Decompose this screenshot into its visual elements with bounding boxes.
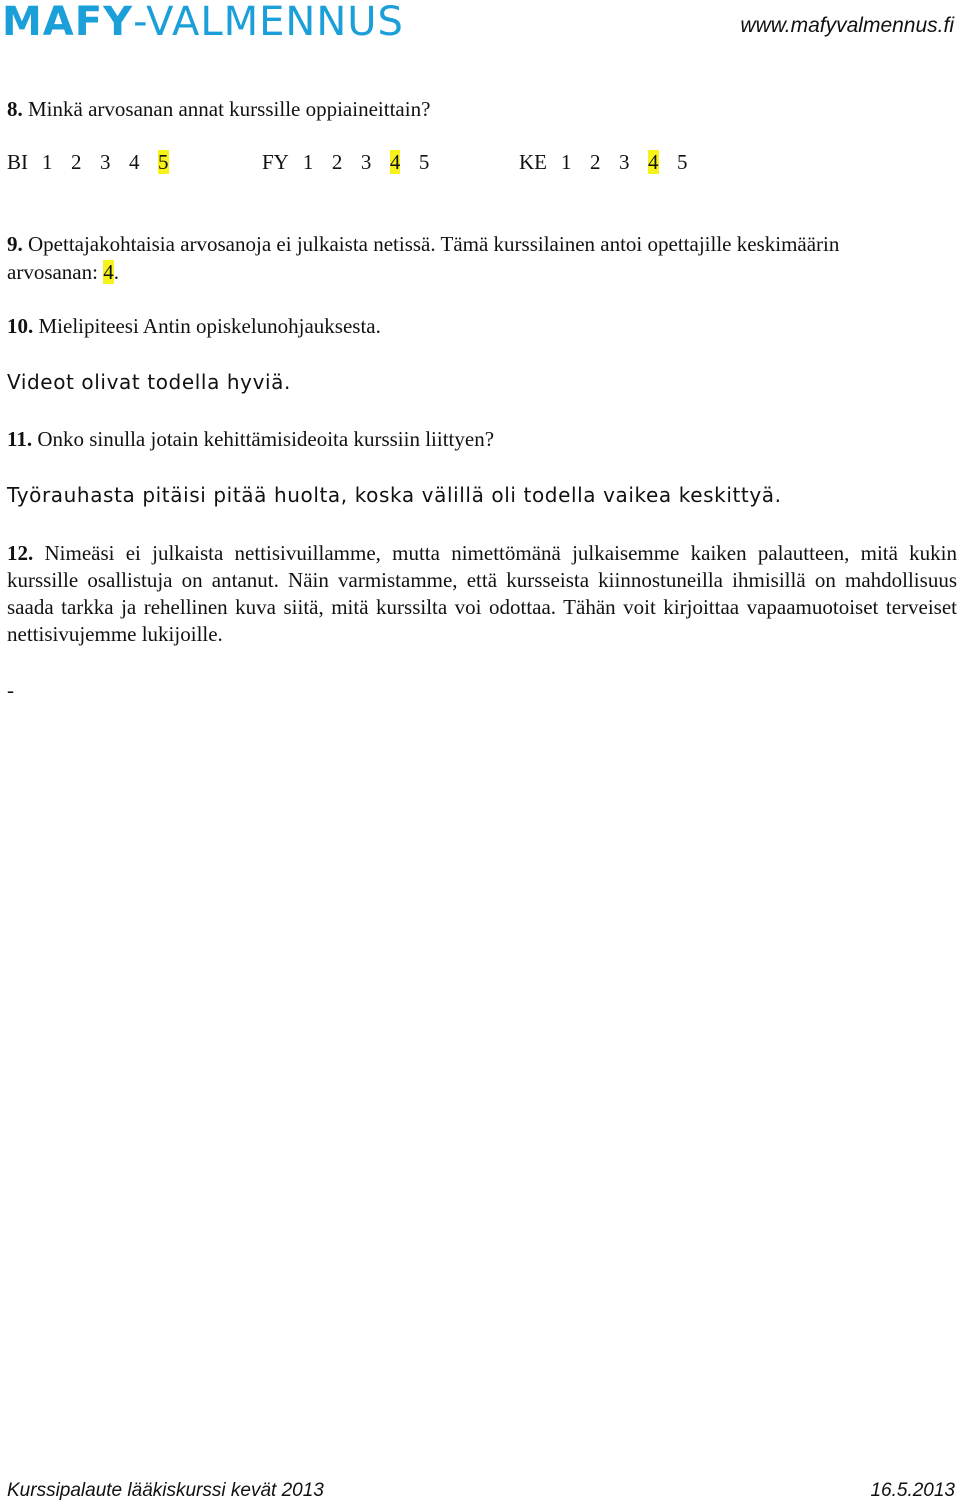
- grade-option: 1: [42, 150, 53, 174]
- question-9-number: 9.: [7, 232, 23, 256]
- footer-date: 16.5.2013: [870, 1480, 955, 1501]
- logo-bold-text: MAFY: [2, 0, 134, 45]
- question-11-text: Onko sinulla jotain kehittämisideoita kurssiin liittyen?: [37, 427, 495, 451]
- logo-light-text: -VALMENNUS: [133, 0, 404, 45]
- grade-option: 2: [71, 150, 82, 174]
- question-10-text: Mielipiteesi Antin opiskelunohjauksesta.: [38, 314, 381, 338]
- grade-option: 1: [302, 150, 314, 174]
- question-9-grade: 4: [103, 260, 114, 284]
- grade-option-selected: 4: [389, 150, 401, 174]
- question-11: [7, 426, 494, 453]
- subject-label: KE: [519, 150, 547, 174]
- grade-option: 3: [619, 150, 630, 174]
- grade-option: 4: [129, 150, 140, 174]
- question-12-answer: -: [7, 678, 14, 702]
- grade-group-bi: [7, 148, 187, 176]
- grade-option: 2: [331, 150, 343, 174]
- grade-option: 3: [100, 150, 111, 174]
- question-9: [7, 231, 839, 258]
- question-12-text: Nimeäsi ei julkaista nettisivuillamme, mutta nimettömänä julkaisemme kaiken palautteen, mitä kukin kurssille osallistuja on antanut. Näin varmistamme, että kursseista kiinnostuneilla ihmisillä on mahdollisuus saada tarkka ja rehellinen kuva siitä, mitä kurssilta voi odottaa. Tähän voit kirjoittaa vapaamuotoiset terveiset nettisivujemme lukijoille.: [7, 541, 958, 646]
- grade-group-ke: [519, 148, 706, 176]
- grade-option: 1: [561, 150, 572, 174]
- question-8: [7, 96, 430, 123]
- question-10-answer: Videot olivat todella hyviä.: [7, 370, 291, 394]
- question-8-number: 8.: [7, 97, 23, 121]
- grade-option-selected: 4: [648, 150, 659, 174]
- grade-option: 2: [590, 150, 601, 174]
- question-11-answer: Työrauhasta pitäisi pitää huolta, koska välillä oli todella vaikea keskittyä.: [7, 483, 782, 507]
- question-9-suffix: .: [113, 260, 119, 284]
- grade-option-selected: 5: [158, 150, 169, 174]
- grade-group-fy: [262, 148, 448, 176]
- site-url[interactable]: www.mafyvalmennus.fi: [740, 14, 954, 37]
- subject-label: BI: [7, 150, 28, 174]
- question-9-prefix: arvosanan:: [7, 260, 98, 284]
- question-11-number: 11.: [7, 427, 33, 451]
- grade-option: 5: [677, 150, 688, 174]
- question-8-text: Minkä arvosanan annat kurssille oppiaineittain?: [28, 97, 431, 121]
- footer-title: Kurssipalaute lääkiskurssi kevät 2013: [7, 1480, 324, 1501]
- question-12-number: 12.: [7, 541, 34, 565]
- mafy-logo: [2, 0, 404, 44]
- question-10: [7, 313, 381, 340]
- question-10-number: 10.: [7, 314, 34, 338]
- grade-option: 3: [360, 150, 372, 174]
- question-12: [7, 540, 957, 648]
- question-9-text: Opettajakohtaisia arvosanoja ei julkaista netissä. Tämä kurssilainen antoi opettajille keskimäärin: [28, 232, 840, 256]
- grade-option: 5: [418, 150, 430, 174]
- subject-label: FY: [262, 150, 289, 174]
- question-9-line2: [7, 259, 119, 286]
